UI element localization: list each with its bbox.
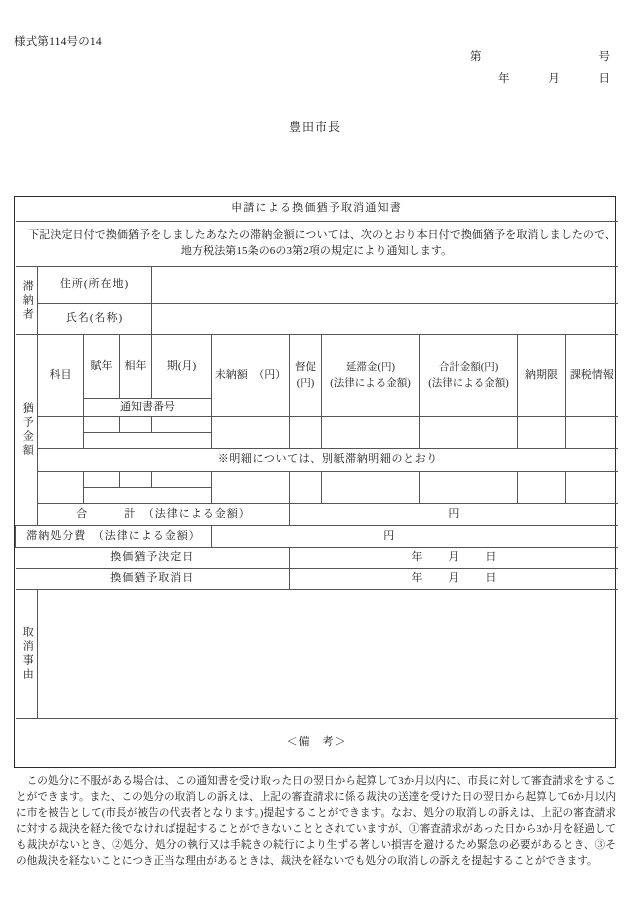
issuer-name: 豊田市長 (288, 120, 341, 134)
remarks-section[interactable] (16, 719, 618, 768)
total-value-cell[interactable] (290, 504, 618, 526)
cancel-date-day: 日 (485, 572, 497, 585)
document-date-day: 日 (598, 73, 610, 85)
document-number-suffix: 号 (598, 51, 610, 63)
document-number-prefix: 第 (470, 51, 482, 63)
row-2-tax-info[interactable] (566, 472, 618, 504)
appeal-notice-text: この処分に不服がある場合は、この通知書を受け取った日の翌日から起算して3か月以内に、市長に対して審査請求をすることができます。また、この処分の取消しの訴えは、上記の審査請求に係る裁決の送達を受けた日の翌日から起算して6か月以内に市を被告として(市長が被告の代表者となります。)提起することができます。なお、処分の取消しの訴えは、上記の審査請求に対する裁決を経た後でなければ提起することができないこととされていますが、①審査請求があった日から3か月を経過しても裁決がないとき、②処分、処分の執行又は手続きの続行により生ずる著しい損害を避けるため緊急の必要があるとき、③その他裁決を経ないことにつき正当な理由があるときは、裁決を経ないでも処分の取消しの訴えを提起することができます。 (16, 776, 616, 868)
row-2-total-amount[interactable] (420, 472, 518, 504)
col-header-demand-line1: 督促 (295, 362, 316, 374)
col-header-levy-year: 賦年 (84, 335, 120, 399)
form-number: 様式第114号の14 (14, 36, 102, 48)
col-header-demand-line2: (円) (296, 377, 315, 389)
col-header-subject: 科目 (38, 335, 84, 417)
total-label: 合 計 （法律による金額） (38, 504, 290, 526)
col-header-tax-info: 課税情報 (566, 335, 618, 417)
cancel-date-year: 年 (411, 572, 423, 585)
notification-form-table (15, 197, 618, 767)
appeal-notice (16, 774, 616, 871)
row-1-unpaid-amount[interactable] (212, 417, 290, 449)
decision-date-month: 月 (448, 551, 460, 564)
document-date-month: 月 (548, 73, 560, 85)
notification-form-box (14, 196, 616, 768)
cancel-reason-side-label: 取消事由 (16, 590, 38, 719)
row-1-subject[interactable] (38, 417, 84, 449)
total-unit: 円 (448, 507, 460, 520)
disposal-cost-value-cell[interactable] (212, 526, 566, 548)
row-1-demand[interactable] (290, 417, 322, 449)
col-header-total-amount (420, 335, 518, 417)
disposal-cost-label: 滞納処分費 （法律による金額） (16, 526, 212, 548)
row-2-payment-deadline[interactable] (518, 472, 566, 504)
col-header-payment-deadline: 納期限 (518, 335, 566, 417)
address-value[interactable] (152, 267, 618, 304)
col-header-unpaid-amount: 未納額 （円） (212, 335, 290, 417)
decision-date-label: 換価猶予決定日 (16, 548, 290, 569)
col-header-delinquent-charge-line1: 延滞金(円) (346, 362, 395, 374)
deferred-amount-side-label: 猶予金額 (16, 335, 38, 526)
col-header-delinquent-charge-line2: (法律による金額) (330, 377, 411, 389)
decision-date-value[interactable] (290, 548, 618, 569)
form-title: 申請による換価猶予取消通知書 (16, 197, 618, 222)
decision-date-year: 年 (411, 551, 423, 564)
document-number-line (470, 48, 610, 64)
row-1-payment-deadline[interactable] (518, 417, 566, 449)
col-header-total-amount-line2: (法律による金額) (428, 377, 509, 389)
row-1-period-month[interactable] (152, 417, 212, 433)
address-label: 住所(所在地) (38, 267, 152, 304)
detail-note: ※明細については、別紙滞納明細のとおり (38, 449, 618, 472)
remarks-label: ＜備 考＞ (286, 736, 347, 749)
col-header-demand (290, 335, 322, 417)
document-date-line (498, 70, 610, 86)
cancel-date-month: 月 (448, 572, 460, 585)
row-2-unpaid-amount[interactable] (212, 472, 290, 504)
cancel-reason-value[interactable] (38, 590, 618, 719)
row-2-period-month[interactable] (152, 472, 212, 488)
row-1-fiscal-year[interactable] (120, 417, 152, 433)
row-2-subject[interactable] (38, 472, 84, 504)
col-header-total-amount-line1: 合計金額(円) (438, 362, 499, 374)
col-header-period-month: 期(月) (152, 335, 212, 399)
disposal-cost-unit: 円 (383, 529, 395, 542)
cancel-date-label: 換価猶予取消日 (16, 569, 290, 590)
delinquent-side-label: 滞納者 (16, 267, 38, 335)
row-1-total-amount[interactable] (420, 417, 518, 449)
row-1-notice-number[interactable] (84, 433, 212, 449)
document-date-year: 年 (498, 73, 510, 85)
name-value[interactable] (152, 304, 618, 335)
row-2-fiscal-year[interactable] (120, 472, 152, 488)
col-header-delinquent-charge (322, 335, 420, 417)
col-header-notice-number: 通知書番号 (84, 399, 212, 417)
decision-date-day: 日 (485, 551, 497, 564)
name-label: 氏名(名称) (38, 304, 152, 335)
row-1-delinquent-charge[interactable] (322, 417, 420, 449)
cancel-date-value[interactable] (290, 569, 618, 590)
form-lead-paragraph (16, 222, 618, 267)
row-1-tax-info[interactable] (566, 417, 618, 449)
col-header-fiscal-year: 相年 (120, 335, 152, 399)
row-2-delinquent-charge[interactable] (322, 472, 420, 504)
row-2-levy-year[interactable] (84, 472, 120, 488)
row-2-notice-number[interactable] (84, 488, 212, 504)
row-2-demand[interactable] (290, 472, 322, 504)
row-1-levy-year[interactable] (84, 417, 120, 433)
form-lead-text: 下記決定日付で換価猶予をしましたあなたの滞納金額については、次のとおり本日付で換価猶予を取消しましたので、地方税法第15条の6の3第2項の規定により通知します。 (28, 229, 616, 257)
